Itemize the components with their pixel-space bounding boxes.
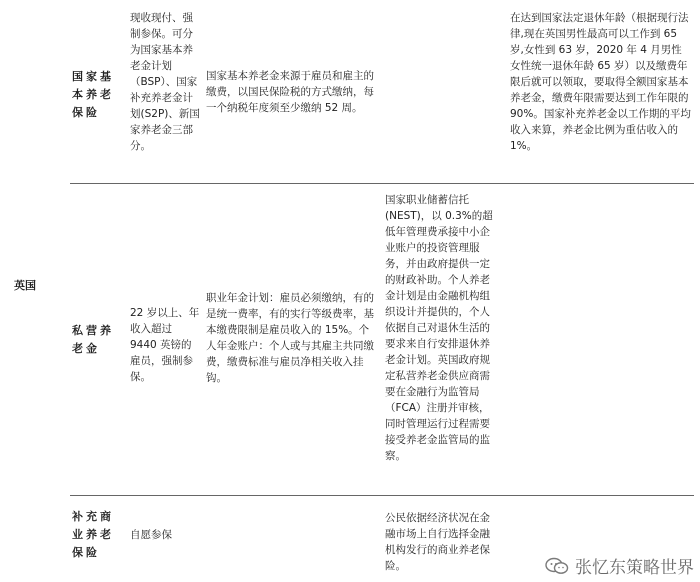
eligibility-national-basic: 现收现付、强制参保。可分为国家基本养老金计划（BSP）、国家补充养老金计划(S2P)、新国家养老金三部分。 <box>130 12 200 152</box>
category-private-pension: 私营养老金 <box>72 324 114 355</box>
category-commercial-insurance: 补充商业养老保险 <box>72 510 114 559</box>
management-private-pension: 国家职业储蓄信托(NEST)，以 0.3%的超低年管理费承接中小企业账户的投资管理服务，并由政府提供一定的财政补助。个人养老金计划是由金融机构组织设计并提供的，个人依据自己对退休生活的要求来自行安排退休养老金计划。英国政府规定私营养老金供应商需要在金融行为监管局（FCA）注册并审核，同时管理运行过程需要接受养老金监管局的监察。 <box>385 194 493 462</box>
contribution-national-basic: 国家基本养老金来源于雇员和雇主的缴费，以国民保险税的方式缴纳，每一个纳税年度须至少缴纳 52 周。 <box>206 70 374 114</box>
wechat-icon <box>545 557 569 575</box>
country-label: 英国 <box>14 279 36 292</box>
benefit-national-basic: 在达到国家法定退休年龄（根据现行法律,现在英国男性最高可以工作到 65 岁,女性到 63 岁，2020 年 4 月男性女性统一退休年龄 65 岁）以及缴费年限后就可以领取，要取得全额国家基本养老金，缴费年限需要达到工作年限的 90%。国家补充养老金以工作期的平均收入来算，养老金比例为重估收入的 1%。 <box>510 12 691 152</box>
watermark-text: 张忆东策略世界 <box>575 558 694 578</box>
eligibility-commercial-insurance: 自愿参保 <box>130 529 172 541</box>
watermark <box>545 553 694 578</box>
eligibility-private-pension: 22 岁以上、年收入超过 9440 英镑的雇员，强制参保。 <box>130 307 200 383</box>
row-divider <box>70 495 694 496</box>
management-commercial-insurance: 公民依据经济状况在金融市场上自行选择金融机构发行的商业养老保险。 <box>385 512 490 572</box>
contribution-private-pension: 职业年金计划：雇员必须缴纳，有的是统一费率，有的实行等级费率，基本缴费限制是雇员收入的 15%。个人年金账户：个人或与其雇主共同缴费，缴费标准与雇员净相关收入挂钩。 <box>206 292 374 384</box>
category-national-basic: 国家基本养老保险 <box>72 70 114 119</box>
row-divider <box>70 183 694 184</box>
